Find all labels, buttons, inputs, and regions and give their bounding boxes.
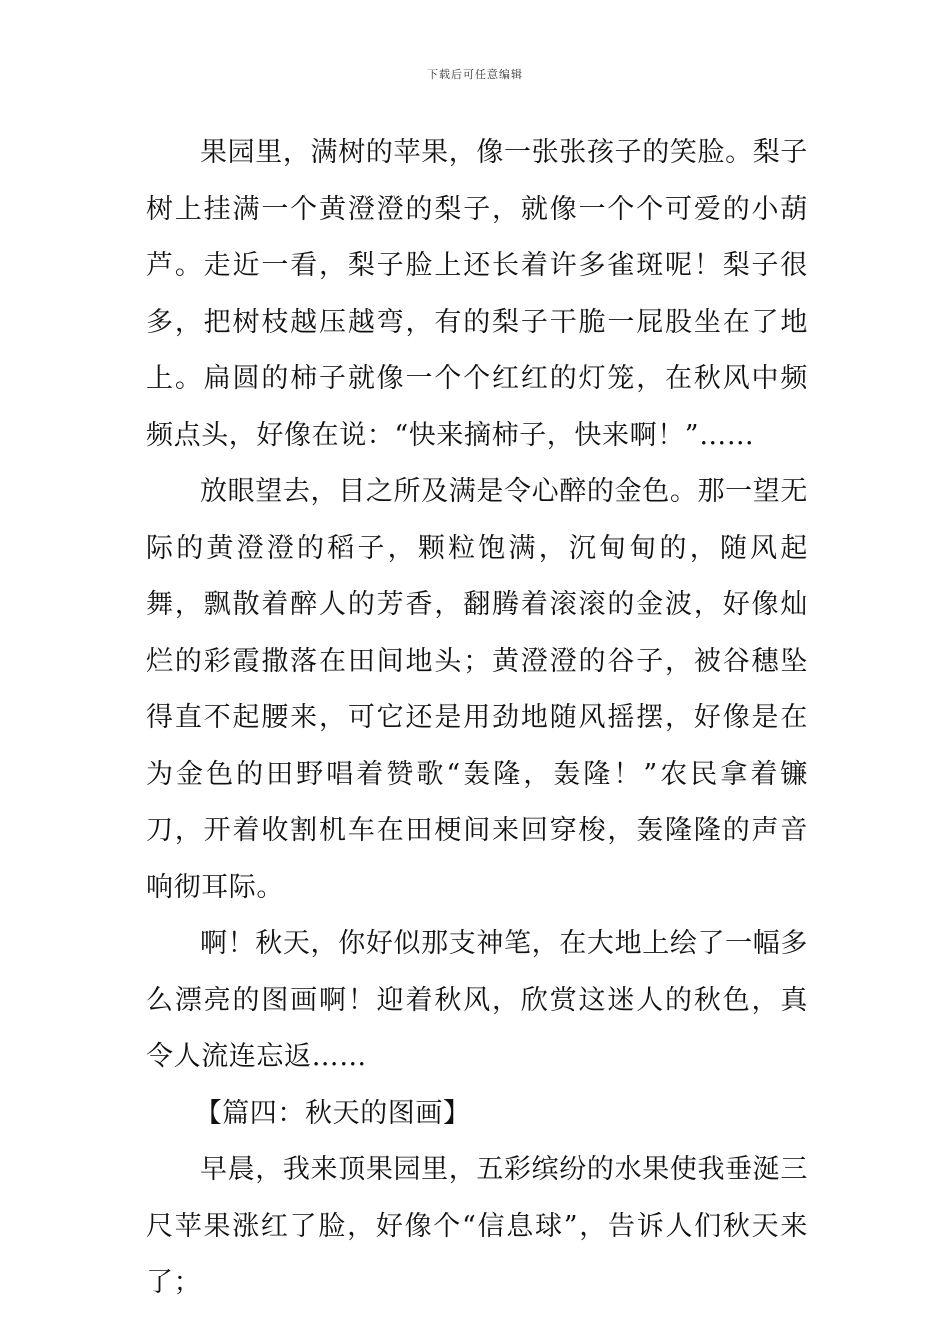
paragraph-golden-fields: 放眼望去，目之所及满是令心醉的金色。那一望无际的黄澄澄的稻子，颗粒饱满，沉甸甸的，随风起舞，飘散着醉人的芳香，翻腾着滚滚的金波，好像灿烂的彩霞撒落在田间地头；黄澄澄的谷子，被谷穗坠得直不起腰来，可它还是用劲地随风摇摆，好像是在为金色的田野唱着赞歌“轰隆，轰隆！”农民拿着镰刀，开着收割机车在田梗间来回穿梭，轰隆隆的声音响彻耳际。 — [146, 476, 808, 903]
document-body — [146, 125, 808, 1312]
paragraph-orchard: 果园里，满树的苹果，像一张张孩子的笑脸。梨子树上挂满一个黄澄澄的梨子，就像一个个可爱的小葫芦。走近一看，梨子脸上还长着许多雀斑呢！梨子很多，把树枝越压越弯，有的梨子干脆一屁股坐在了地上。扁圆的柿子就像一个个红红的灯笼，在秋风中频频点头，好像在说：“快来摘柿子，快来啊！”…… — [146, 137, 808, 451]
paragraph-morning-orchard: 早晨，我来顶果园里，五彩缤纷的水果使我垂涎三尺苹果涨红了脸，好像个“信息球”，告诉人们秋天来了； — [146, 1154, 808, 1298]
section-heading: 【篇四：秋天的图画】 — [194, 1097, 471, 1129]
page-header: 下载后可任意编辑 — [427, 68, 523, 81]
paragraph-autumn-praise: 啊！秋天，你好似那支神笔，在大地上绘了一幅多么漂亮的图画啊！迎着秋风，欣赏这迷人的秋色，真令人流连忘返…… — [146, 928, 808, 1072]
